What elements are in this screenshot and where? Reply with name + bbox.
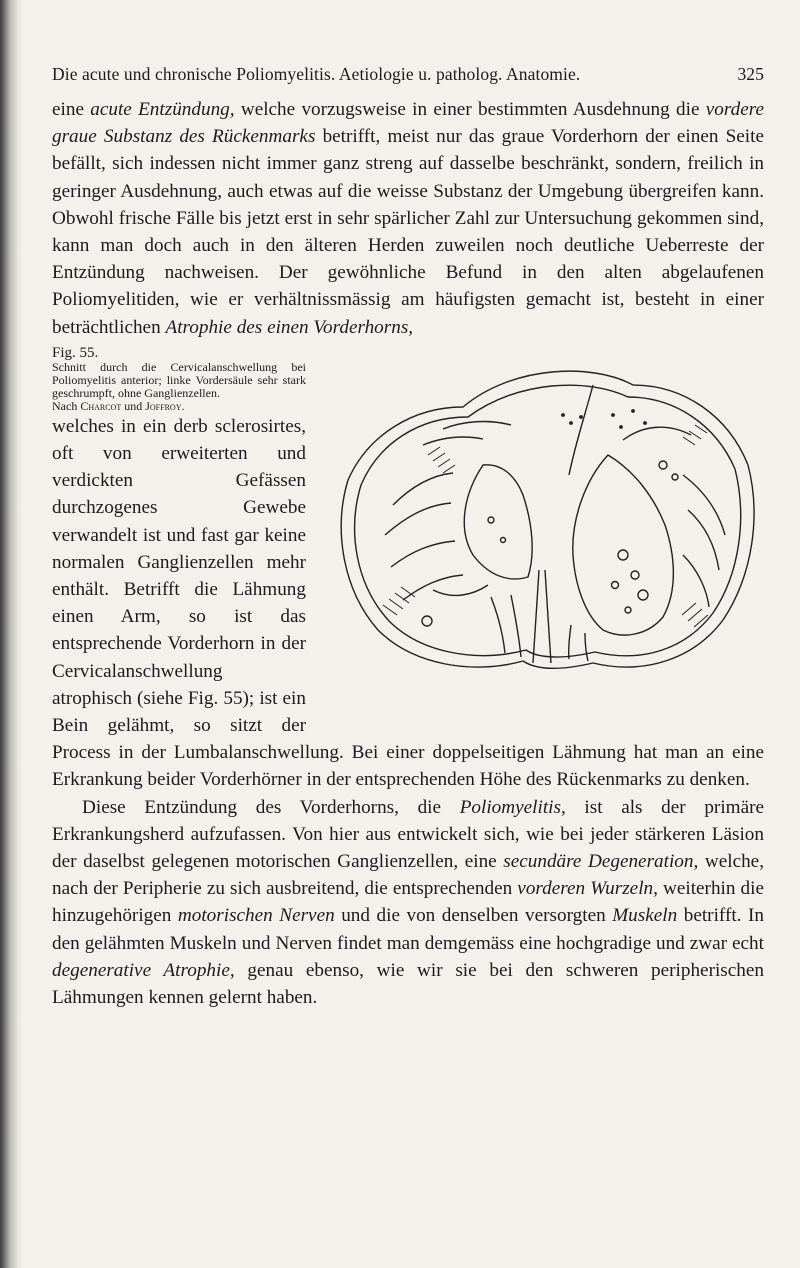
- figure-number: Fig. 55.: [52, 344, 99, 361]
- book-page: [52, 0, 764, 1268]
- figure-credit: Nach Charcot und Joffroy.: [52, 398, 185, 413]
- paragraph-2: Diese Entzündung des Vorderhorns, die Poliomyelitis, ist als der primäre Erkrankungsherd aufzufassen. Von hier aus entwickelt sich, wie bei jeder stärkeren Läsion der daselbst gelegenen motorischen Ganglienzellen, eine secundäre Degeneration, welche, nach der Peripherie zu sich ausbreitend, die entsprechenden vorderen Wurzeln, weiterhin die hinzugehörigen motorischen Nerven und die von denselben versorgten Muskeln betrifft. In den gelähmten Muskeln und Nerven findet man demgemäss eine hochgradige und zwar echt degenerative Atrophie, genau ebenso, wie wir sie bei den schweren peripherischen Lähmungen kennen gelernt haben.: [52, 796, 764, 1009]
- book-binding-shadow: [0, 0, 22, 1268]
- running-header: [52, 60, 764, 88]
- figure-caption: Schnitt durch die Cervicalanschwellung bei Poliomyelitis anterior; linke Vordersäule sehr stark geschrumpft, ohne Ganglienzellen.: [52, 359, 306, 400]
- running-title: Die acute und chronische Poliomyelitis. Aetiologie u. patholog. Anatomie.: [52, 64, 581, 84]
- spinal-cord-section-illustration: [323, 345, 763, 683]
- page-number: 325: [737, 64, 764, 84]
- author-joffroy: Joffroy: [145, 398, 182, 413]
- author-charcot: Charcot: [80, 398, 122, 413]
- figure-55: [316, 345, 770, 737]
- body-text: eine acute Entzündung, welche vorzugsweise in einer bestimmten Ausdehnung die vordere graue Substanz des Rückenmarks betrifft, meist nur das graue Vorderhorn der einen Seite befällt, sich indessen nicht immer ganz streng auf dasselbe beschränkt, sondern, freilich in geringer Ausdehnung, auch etwas auf die weisse Substanz der Umgebung übergreifen kann. Obwohl frische Fälle bis jetzt erst in sehr spärlicher Zahl zur Untersuchung gekommen sind, kann man doch auch in den älteren Herden zuweilen noch deutliche Ueberreste der Entzündung nachweisen. Der gewöhnliche Befund in den alten abgelaufenen Poliomyelitiden, wie er verhältnissmässig am häufigsten gemacht ist, besteht in einer beträchtlichen Atrophie des einen Vorderhorns, Fig. 55. Schnitt durch die Cervicalanschwellung bei Poliomyelitis anterior; linke Vordersäule sehr stark geschrumpft, ohne Ganglienzellen. Nach Charcot und Joffroy. welches in ein derb sclerosirtes, oft von erweiterten und verdickten Gefässen durchzogenes Gewebe verwandelt ist und fast gar keine normalen Ganglienzellen mehr enthält. Betrifft die Lähmung einen Arm, so ist das entsprechende Vorderhorn in der Cervicalanschwellung atrophisch (siehe Fig. 55); ist ein Bein gelähmt, so sitzt der Process in der Lumbalanschwellung. Bei einer doppelseitigen Lähmung hat man an eine Erkrankung beider Vorderhörner in der entsprechenden Höhe des Rückenmarks zu denken. Diese Entzündung des Vorderhorns, die Poliomyelitis, ist als der primäre Erkrankungsherd aufzufassen. Von hier aus entwickelt sich, wie bei jeder stärkeren Läsion der daselbst gelegenen motorischen Ganglienzellen, eine secundäre Degeneration, welche, nach der Peripherie zu sich ausbreitend, die entsprechenden vorderen Wurzeln, weiterhin die hinzugehörigen motorischen Nerven und die von denselben versorgten Muskeln betrifft. In den gelähmten Muskeln und Nerven findet man demgemäss eine hochgradige und zwar echt degenerative Atrophie, genau ebenso, wie wir sie bei den schweren peripherischen Lähmungen kennen gelernt haben.: [52, 96, 764, 1011]
- paragraph-1: eine acute Entzündung, welche vorzugsweise in einer bestimmten Ausdehnung die vordere graue Substanz des Rückenmarks betrifft, meist nur das graue Vorderhorn der einen Seite befällt, sich indessen nicht immer ganz streng auf dasselbe beschränkt, sondern, freilich in geringer Ausdehnung, auch etwas auf die weisse Substanz der Umgebung übergreifen kann. Obwohl frische Fälle bis jetzt erst in sehr spärlicher Zahl zur Untersuchung gekommen sind, kann man doch auch in den älteren Herden zuweilen noch deutliche Ueberreste der Entzündung nachweisen. Der gewöhnliche Befund in den alten abgelaufenen Poliomyelitiden, wie er verhältnissmässig am häufigsten gemacht ist, besteht in einer beträchtlichen Atrophie des einen Vorderhorns,: [52, 96, 764, 341]
